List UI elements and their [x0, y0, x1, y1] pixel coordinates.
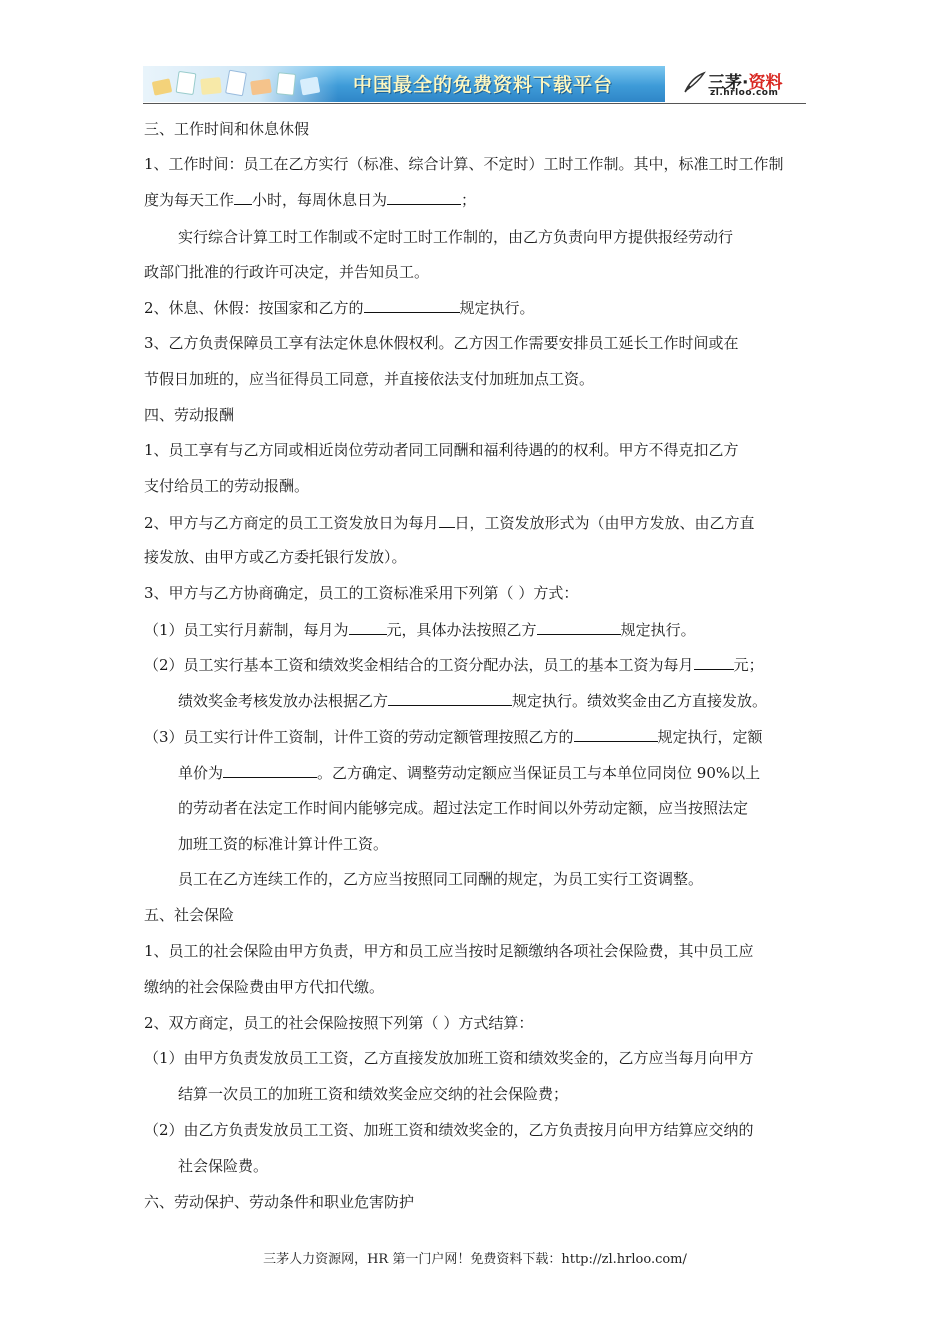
paragraph-line: 单价为 。乙方确定、调整劳动定额应当保证员工与本单位同岗位 90%以上	[178, 764, 761, 782]
paragraph-line: 1、员工的社会保险由甲方负责，甲方和员工应当按时足额缴纳各项社会保险费，其中员工应	[144, 942, 754, 960]
paragraph-line: 3、甲方与乙方协商确定，员工的工资标准采用下列第（ ）方式：	[144, 584, 579, 602]
section-title-social-insurance: 五、社会保险	[144, 906, 235, 924]
paragraph-line: 接发放、由甲方或乙方委托银行发放）。	[144, 548, 407, 566]
paragraph-line: 结算一次员工的加班工资和绩效奖金应交纳的社会保险费；	[178, 1085, 569, 1103]
paragraph-line: 3、乙方负责保障员工享有法定休息休假权利。乙方因工作需要安排员工延长工作时间或在	[144, 334, 739, 352]
paragraph-line: 2、甲方与乙方商定的员工工资发放日为每月 日，工资发放形式为（由甲方发放、由乙方直	[144, 514, 755, 532]
paragraph-line: 2、双方商定，员工的社会保险按照下列第（ ）方式结算：	[144, 1014, 534, 1032]
paragraph-line: （1）员工实行月薪制，每月为 元，具体办法按照乙方 规定执行。	[144, 621, 696, 639]
paragraph-line: （2）由乙方负责发放员工工资、加班工资和绩效奖金的，乙方负责按月向甲方结算应交纳的	[144, 1121, 754, 1139]
leave-rule-blank[interactable]	[364, 297, 460, 313]
paragraph-line: 1、员工享有与乙方同或相近岗位劳动者同工同酬和福利待遇的的权利。甲方不得克扣乙方	[144, 441, 739, 459]
quota-rule-blank[interactable]	[574, 726, 658, 742]
paragraph-line: 员工在乙方连续工作的，乙方应当按照同工同酬的规定，为员工实行工资调整。	[178, 870, 704, 888]
section-title-work-time: 三、工作时间和休息休假	[144, 120, 310, 138]
base-salary-blank[interactable]	[694, 654, 734, 670]
section-title-compensation: 四、劳动报酬	[144, 406, 235, 424]
brand-url: zl.hrloo.com	[710, 88, 779, 98]
paragraph-line: 的劳动者在法定工作时间内能够完成。超过法定工作时间以外劳动定额，应当按照法定	[178, 799, 749, 817]
hours-blank[interactable]	[234, 189, 252, 205]
paragraph-line: 1、工作时间：员工在乙方实行（标准、综合计算、不定时）工时工作制。其中，标准工时工作制	[144, 155, 784, 173]
payday-blank[interactable]	[439, 512, 455, 528]
paragraph-line: 加班工资的标准计算计件工资。	[178, 835, 389, 853]
brand-logo[interactable]	[682, 66, 806, 102]
paragraph-line: 缴纳的社会保险费由甲方代扣代缴。	[144, 978, 385, 996]
section-title-labor-protection: 六、劳动保护、劳动条件和职业危害防护	[144, 1193, 415, 1211]
paragraph-line: 绩效奖金考核发放办法根据乙方 规定执行。绩效奖金由乙方直接发放。	[178, 692, 768, 710]
page-footer: 三茅人力资源网，HR 第一门户网！免费资料下载：http://zl.hrloo.com/	[263, 1252, 687, 1267]
feather-pen-icon	[682, 70, 706, 94]
paragraph-line: 支付给员工的劳动报酬。	[144, 477, 310, 495]
paragraph-line: 度为每天工作 小时，每周休息日为 ；	[144, 191, 477, 209]
paragraph-line: 政部门批准的行政许可决定，并告知员工。	[144, 263, 430, 281]
bonus-rule-blank[interactable]	[388, 690, 512, 706]
banner-decoration	[143, 66, 338, 102]
header-divider	[143, 103, 806, 104]
paragraph-line: 实行综合计算工时工作制或不定时工时工作制的，由乙方负责向甲方提供报经劳动行	[178, 228, 734, 246]
salary-rule-blank[interactable]	[537, 619, 621, 635]
banner-slogan: 中国最全的免费资料下载平台	[353, 74, 614, 96]
header-banner	[143, 66, 665, 102]
rest-day-blank[interactable]	[387, 189, 461, 205]
unit-price-blank[interactable]	[223, 762, 317, 778]
paragraph-line: （2）员工实行基本工资和绩效奖金相结合的工资分配办法，员工的基本工资为每月 元；	[144, 656, 764, 674]
brand-name: 三茅·资料	[708, 73, 783, 93]
monthly-salary-blank[interactable]	[349, 619, 387, 635]
paragraph-line: 社会保险费。	[178, 1157, 269, 1175]
paragraph-line: 2、休息、休假：按国家和乙方的 规定执行。	[144, 299, 535, 317]
paragraph-line: 节假日加班的，应当征得员工同意，并直接依法支付加班加点工资。	[144, 370, 595, 388]
paragraph-line: （3）员工实行计件工资制，计件工资的劳动定额管理按照乙方的 规定执行，定额	[144, 728, 763, 746]
paragraph-line: （1）由甲方负责发放员工工资，乙方直接发放加班工资和绩效奖金的，乙方应当每月向甲方	[144, 1049, 754, 1067]
